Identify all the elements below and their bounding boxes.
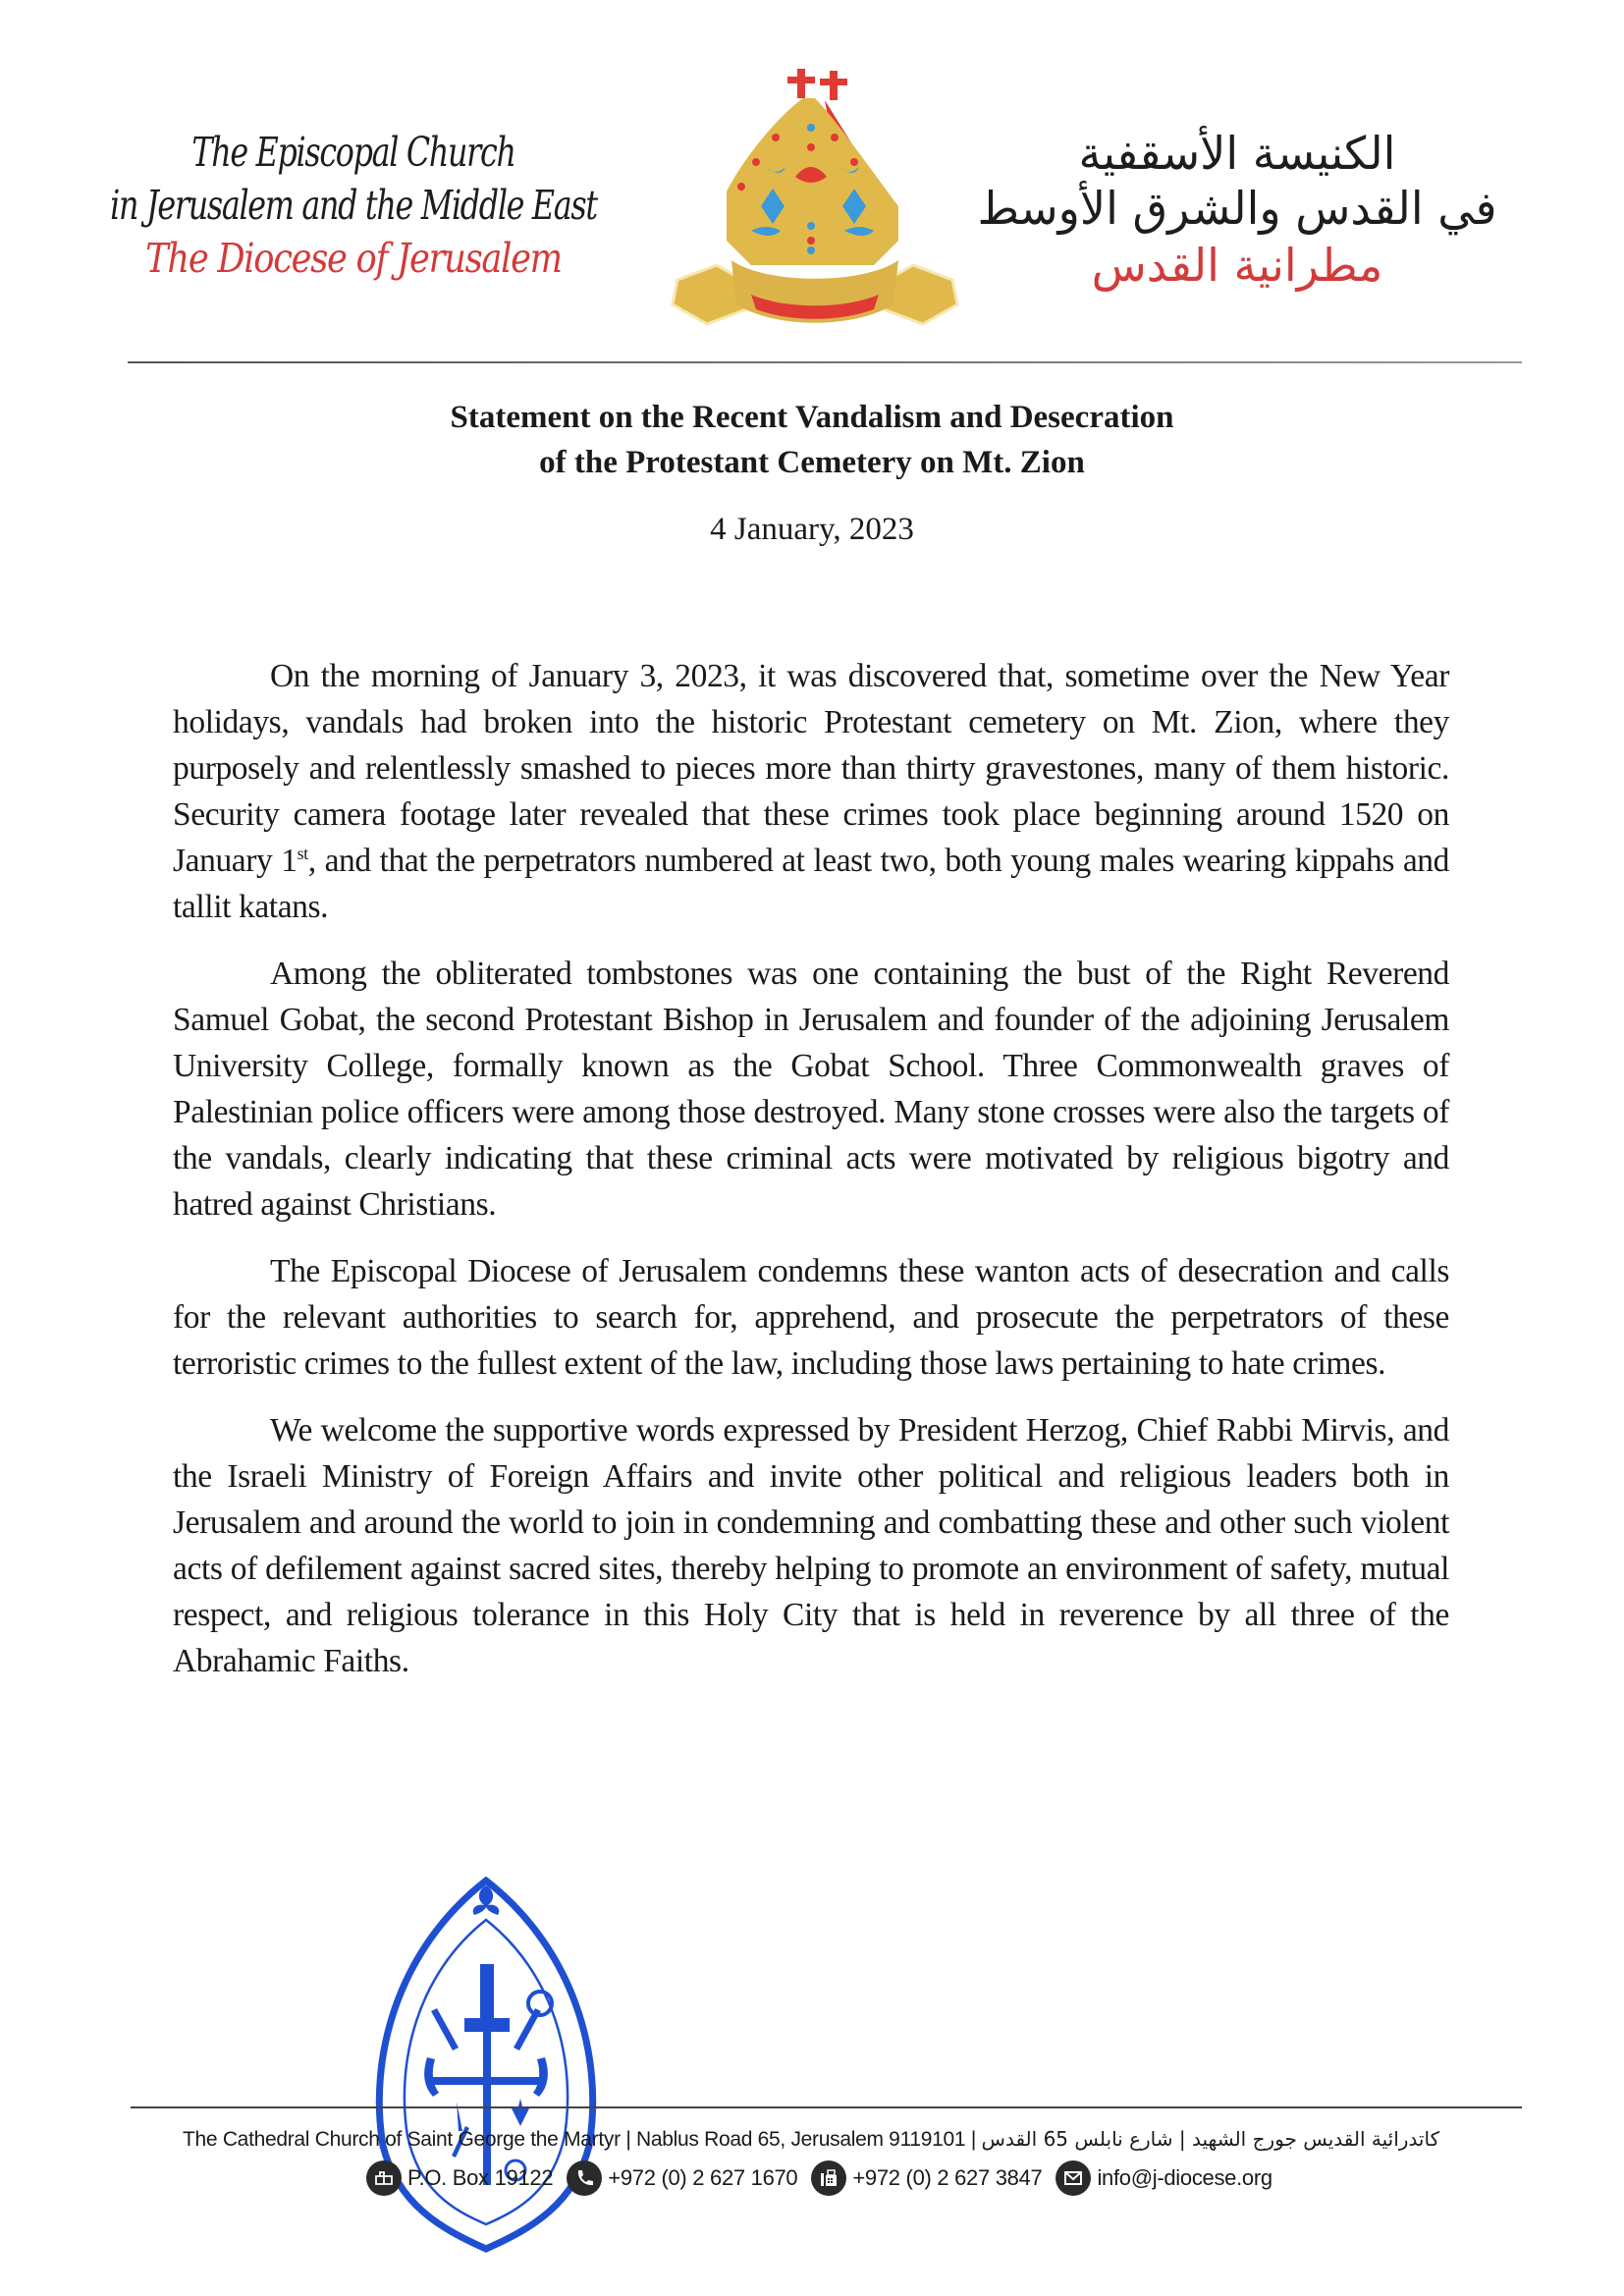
paragraph-4: We welcome the supportive words expressed by President Herzog, Chief Rabbi Mirvis, and the Israeli Ministry of Foreign Affairs and invite other political and religious leaders both in Jerusalem and around the world to join in condemning and combatting these and other such violent acts of defilement against sacred sites, thereby helping to promote an environment of safety, mutual respect, and religious tolerance in this Holy City that is held in reverence by all three of the Abrahamic Faiths. <box>173 1412 1449 1679</box>
letterhead-arabic-diocese: مطرانية القدس <box>1091 239 1383 292</box>
fax-number: +972 (0) 2 627 3847 <box>852 2165 1043 2190</box>
letterhead-line-church: The Episcopal Church <box>191 129 515 176</box>
statement-date: 4 January, 2023 <box>710 512 914 547</box>
paragraph-3: The Episcopal Diocese of Jerusalem condemns these wanton acts of desecration and calls for the relevant authorities to search for, apprehend, and prosecute the perpetrators of these terroristic crimes to the fullest extent of the law, including those laws pertaining to hate crimes. <box>173 1253 1449 1382</box>
footer-address: The Cathedral Church of Saint George the Martyr | Nablus Road 65, Jerusalem 9119101 | كاتدرائية القديس جورج الشهيد | شارع نابلس 65 القدس <box>183 2127 1440 2151</box>
statement-title-line1: Statement on the Recent Vandalism and Desecration <box>450 400 1174 435</box>
ordinal-suffix: st <box>297 843 308 863</box>
paragraph-2: Among the obliterated tombstones was one containing the bust of the Right Reverend Samuel Gobat, the second Protestant Bishop in Jerusalem and founder of the adjoining Jerusalem University College, formally known as the Gobat School. Three Commonwealth graves of Palestinian police officers were among those destroyed. Many stone crosses were also the targets of the vandals, clearly indicating that these criminal acts were motivated by religious bigotry and hatred against Christians. <box>173 956 1449 1223</box>
email-link[interactable]: info@j-diocese.org <box>1097 2165 1272 2190</box>
mailbox-icon <box>366 2160 402 2196</box>
statement-title <box>0 395 1624 485</box>
letterhead-arabic-church: الكنيسة الأسقفية <box>1078 127 1396 180</box>
letterhead-line-region: in Jerusalem and the Middle East <box>110 182 597 229</box>
fax-icon <box>811 2160 846 2196</box>
paragraph-1 <box>173 653 1449 930</box>
header-divider <box>128 361 1522 363</box>
letterhead-arabic-region: في القدس والشرق الأوسط <box>977 182 1497 235</box>
paragraph-1-text-b: , and that the perpetrators numbered at least two, both young males wearing kippahs and tallit katans. <box>173 843 1449 925</box>
paragraph-1-text-a: On the morning of January 3, 2023, it was discovered that, sometime over the New Year holidays, vandals had broken into the historic Protestant cemetery on Mt. Zion, where they purposely and relentlessly smashed to pieces more than thirty gravestones, many of them historic. Security camera footage later revealed that these crimes took place beginning around 1520 on January 1 <box>173 658 1449 879</box>
footer-address-arabic: كاتدرائية القديس جورج الشهيد | شارع نابلس 65 القدس <box>981 2127 1440 2151</box>
letterhead-arabic <box>972 126 1502 295</box>
footer-address-english: The Cathedral Church of Saint George the Martyr | Nablus Road 65, Jerusalem 9119101 <box>183 2128 966 2151</box>
statement-body <box>173 653 1449 1705</box>
po-box: P.O. Box 19122 <box>407 2165 554 2190</box>
footer-divider <box>131 2106 1522 2108</box>
footer-contacts <box>366 2160 1272 2196</box>
mitre-icon <box>658 59 972 344</box>
letterhead-line-diocese: The Diocese of Jerusalem <box>145 235 562 282</box>
letterhead-english <box>39 126 668 285</box>
phone-icon <box>567 2160 602 2196</box>
envelope-icon <box>1056 2160 1091 2196</box>
statement-title-line2: of the Protestant Cemetery on Mt. Zion <box>539 445 1085 480</box>
phone-number[interactable]: +972 (0) 2 627 1670 <box>608 2165 798 2190</box>
